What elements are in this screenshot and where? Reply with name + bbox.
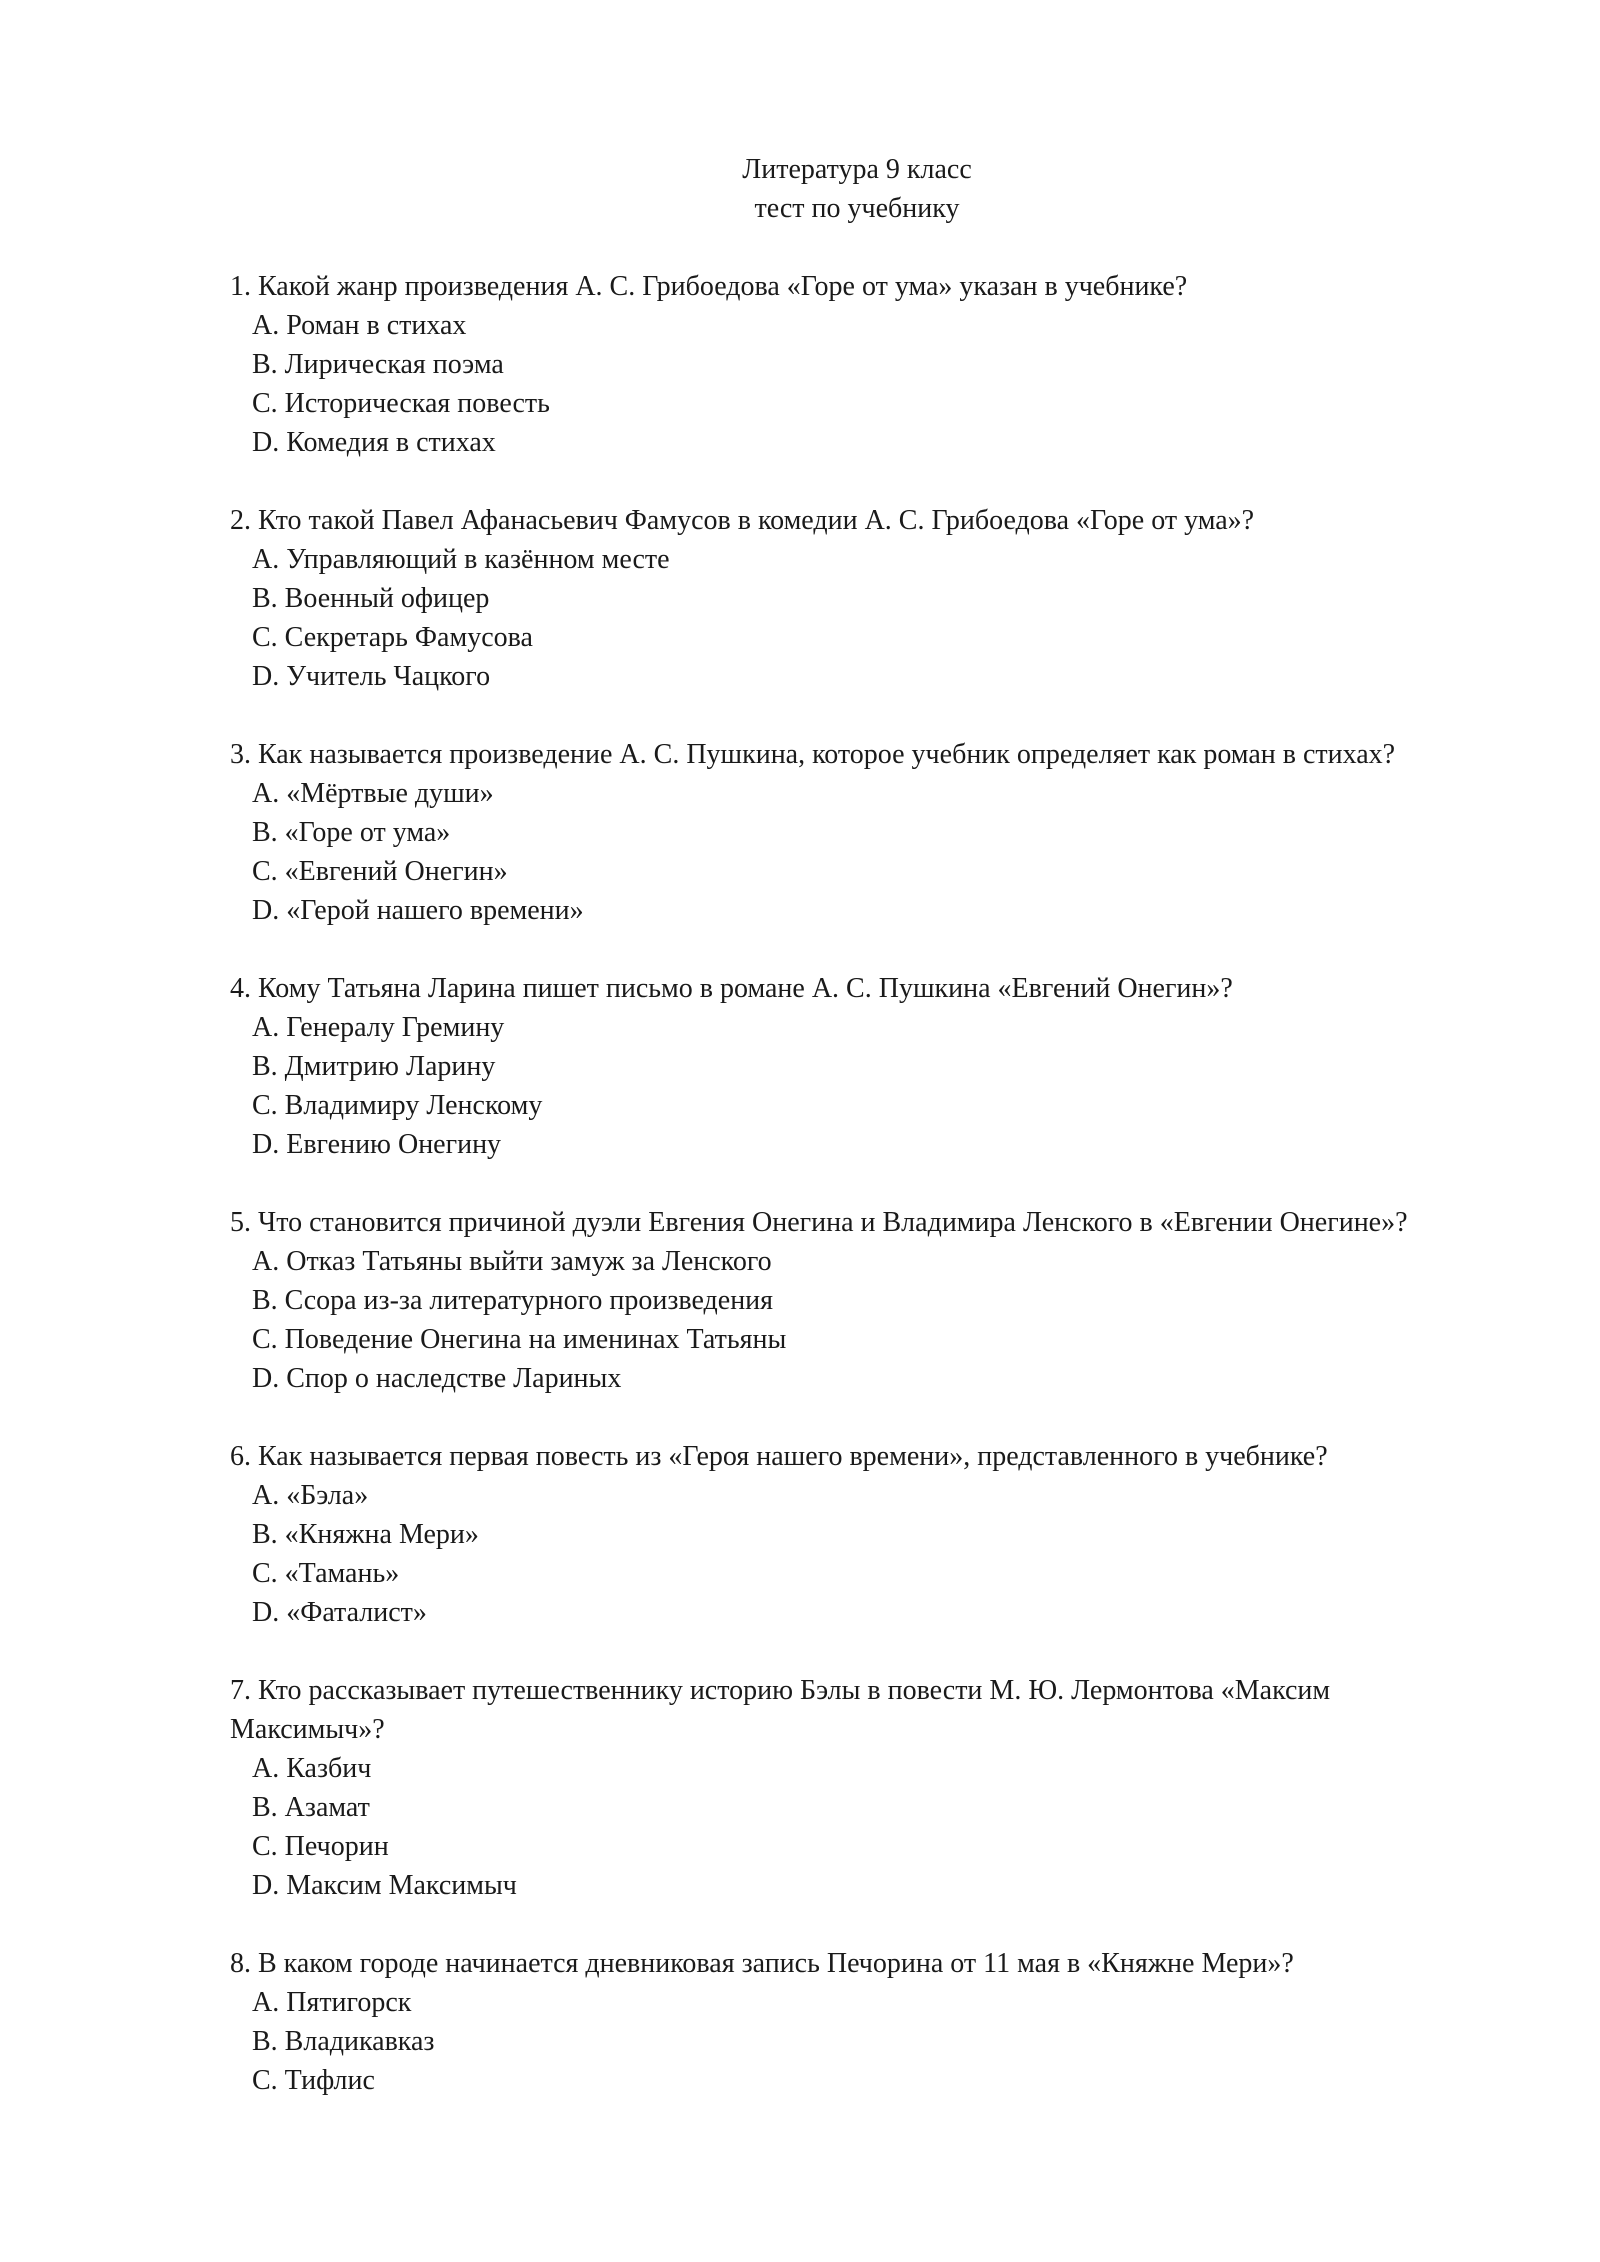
question-text: 6. Как называется первая повесть из «Героя нашего времени», представленного в учебнике? [230,1441,1328,1472]
answer-options [230,540,1484,696]
answer-options [230,1242,1484,1398]
answer-option: A. Казбич [252,1753,372,1784]
question-item [230,1203,1484,1398]
question-text: 7. Кто рассказывает путешественнику историю Бэлы в повести М. Ю. Лермонтова «Максим Максимыч»? [230,1675,1331,1745]
answer-option: D. Комедия в стихах [252,427,496,458]
answer-option: A. Роман в стихах [252,310,467,341]
answer-option: D. Максим Максимыч [252,1870,517,1901]
question-item [230,1437,1484,1632]
answer-option: C. «Евгений Онегин» [252,856,508,887]
document-title: Литература 9 класс [742,154,972,185]
question-item [230,969,1484,1164]
answer-option: C. Историческая повесть [252,388,550,419]
answer-option: B. Ссора из-за литературного произведения [252,1285,774,1316]
question-text: 3. Как называется произведение А. С. Пушкина, которое учебник определяет как роман в стихах? [230,739,1396,770]
answer-options [230,306,1484,462]
answer-option: A. Управляющий в казённом месте [252,544,670,575]
question-item [230,267,1484,462]
question-item [230,1671,1484,1905]
question-text: 5. Что становится причиной дуэли Евгения Онегина и Владимира Ленского в «Евгении Онегине»? [230,1207,1408,1238]
question-text: 8. В каком городе начинается дневниковая запись Печорина от 11 мая в «Княжне Мери»? [230,1948,1294,1979]
answer-option: A. Пятигорск [252,1987,412,2018]
answer-option: D. Учитель Чацкого [252,661,491,692]
answer-option: C. Поведение Онегина на именинах Татьяны [252,1324,787,1355]
answer-option: D. «Герой нашего времени» [252,895,584,926]
answer-option: B. Военный офицер [252,583,490,614]
answer-option: B. «Княжна Мери» [252,1519,479,1550]
answer-option: B. Владикавказ [252,2026,435,2057]
answer-option: A. Отказ Татьяны выйти замуж за Ленского [252,1246,772,1277]
answer-option: D. Евгению Онегину [252,1129,502,1160]
answer-option: A. «Бэла» [252,1480,369,1511]
question-item [230,735,1484,930]
answer-options [230,774,1484,930]
document-subtitle: тест по учебнику [754,193,960,224]
answer-option: D. Спор о наследстве Лариных [252,1363,622,1394]
answer-options [230,1008,1484,1164]
document-header [230,150,1484,228]
answer-option: C. «Тамань» [252,1558,400,1589]
question-text: 4. Кому Татьяна Ларина пишет письмо в романе А. С. Пушкина «Евгений Онегин»? [230,973,1233,1004]
answer-option: A. «Мёртвые души» [252,778,494,809]
question-list [230,267,1484,2100]
answer-option: C. Владимиру Ленскому [252,1090,543,1121]
answer-option: D. «Фаталист» [252,1597,427,1628]
answer-option: B. Дмитрию Ларину [252,1051,496,1082]
question-text: 1. Какой жанр произведения А. С. Грибоедова «Горе от ума» указан в учебнике? [230,271,1188,302]
answer-options [230,1749,1484,1905]
answer-option: C. Тифлис [252,2065,375,2096]
answer-option: C. Секретарь Фамусова [252,622,533,653]
question-item [230,501,1484,696]
answer-option: A. Генералу Гремину [252,1012,505,1043]
answer-options [230,1983,1484,2100]
answer-option: B. Азамат [252,1792,370,1823]
answer-option: B. Лирическая поэма [252,349,504,380]
question-text: 2. Кто такой Павел Афанасьевич Фамусов в комедии А. С. Грибоедова «Горе от ума»? [230,505,1255,536]
answer-option: C. Печорин [252,1831,389,1862]
answer-option: B. «Горе от ума» [252,817,451,848]
question-item [230,1944,1484,2100]
answer-options [230,1476,1484,1632]
